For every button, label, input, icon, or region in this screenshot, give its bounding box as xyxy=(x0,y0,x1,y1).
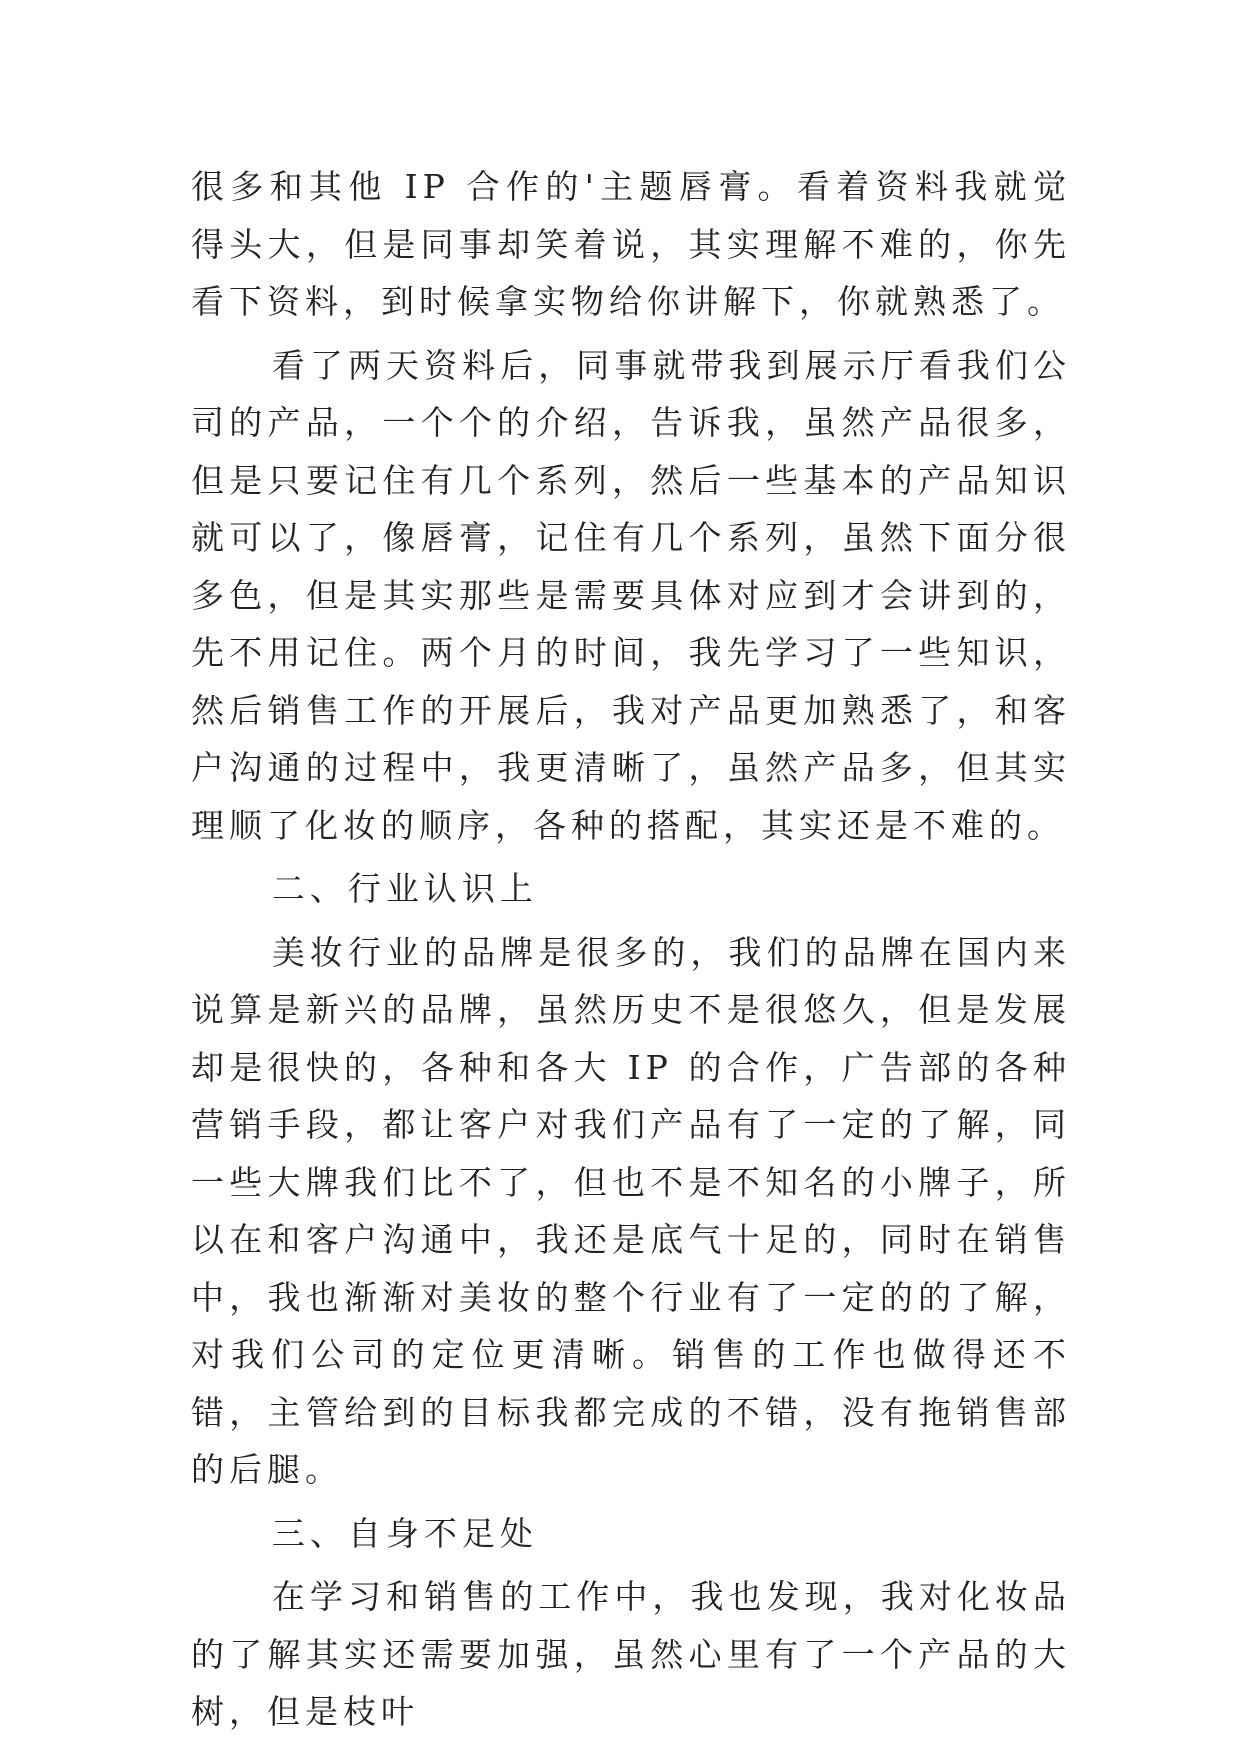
paragraph-continuation: 很多和其他 IP 合作的'主题唇膏。看着资料我就觉得头大，但是同事却笑着说，其实理解不难的，你先看下资料，到时候拿实物给你讲解下，你就熟悉了。 xyxy=(191,167,1071,321)
section-heading-shortcomings: 三、自身不足处 xyxy=(271,1513,538,1553)
paragraph-industry: 美妆行业的品牌是很多的，我们的品牌在国内来说算是新兴的品牌，虽然历史不是很悠久，但是发展却是很快的，各种和各大 IP 的合作，广告部的各种营销手段，都让客户对我们产品有了一定的了解，同一些大牌我们比不了，但也不是不知名的小牌子，所以在和客户沟通中，我还是底气十足的，同时在销售中，我也渐渐对美妆的整个行业有了一定的的了解，对我们公司的定位更清晰。销售的工作也做得还不错，主管给到的目标我都完成的不错，没有拖销售部的后腿。 xyxy=(191,932,1071,1489)
document-body xyxy=(191,158,1071,1747)
section-heading-industry: 二、行业认识上 xyxy=(271,869,538,908)
paragraph-product-learning: 看了两天资料后，同事就带我到展示厅看我们公司的产品，一个个的介绍，告诉我，虽然产品很多，但是只要记住有几个系列，然后一些基本的产品知识就可以了，像唇膏，记住有几个系列，虽然下面分很多色，但是其实那些是需要具体对应到才会讲到的，先不用记住。两个月的时间，我先学习了一些知识，然后销售工作的开展后，我对产品更加熟悉了，和客户沟通的过程中，我更清晰了，虽然产品多，但其实理顺了化妆的顺序，各种的搭配，其实还是不难的。 xyxy=(191,345,1071,845)
paragraph-shortcomings: 在学习和销售的工作中，我也发现，我对化妆品的了解其实还需要加强，虽然心里有了一个产品的大树，但是枝叶 xyxy=(191,1577,1071,1731)
